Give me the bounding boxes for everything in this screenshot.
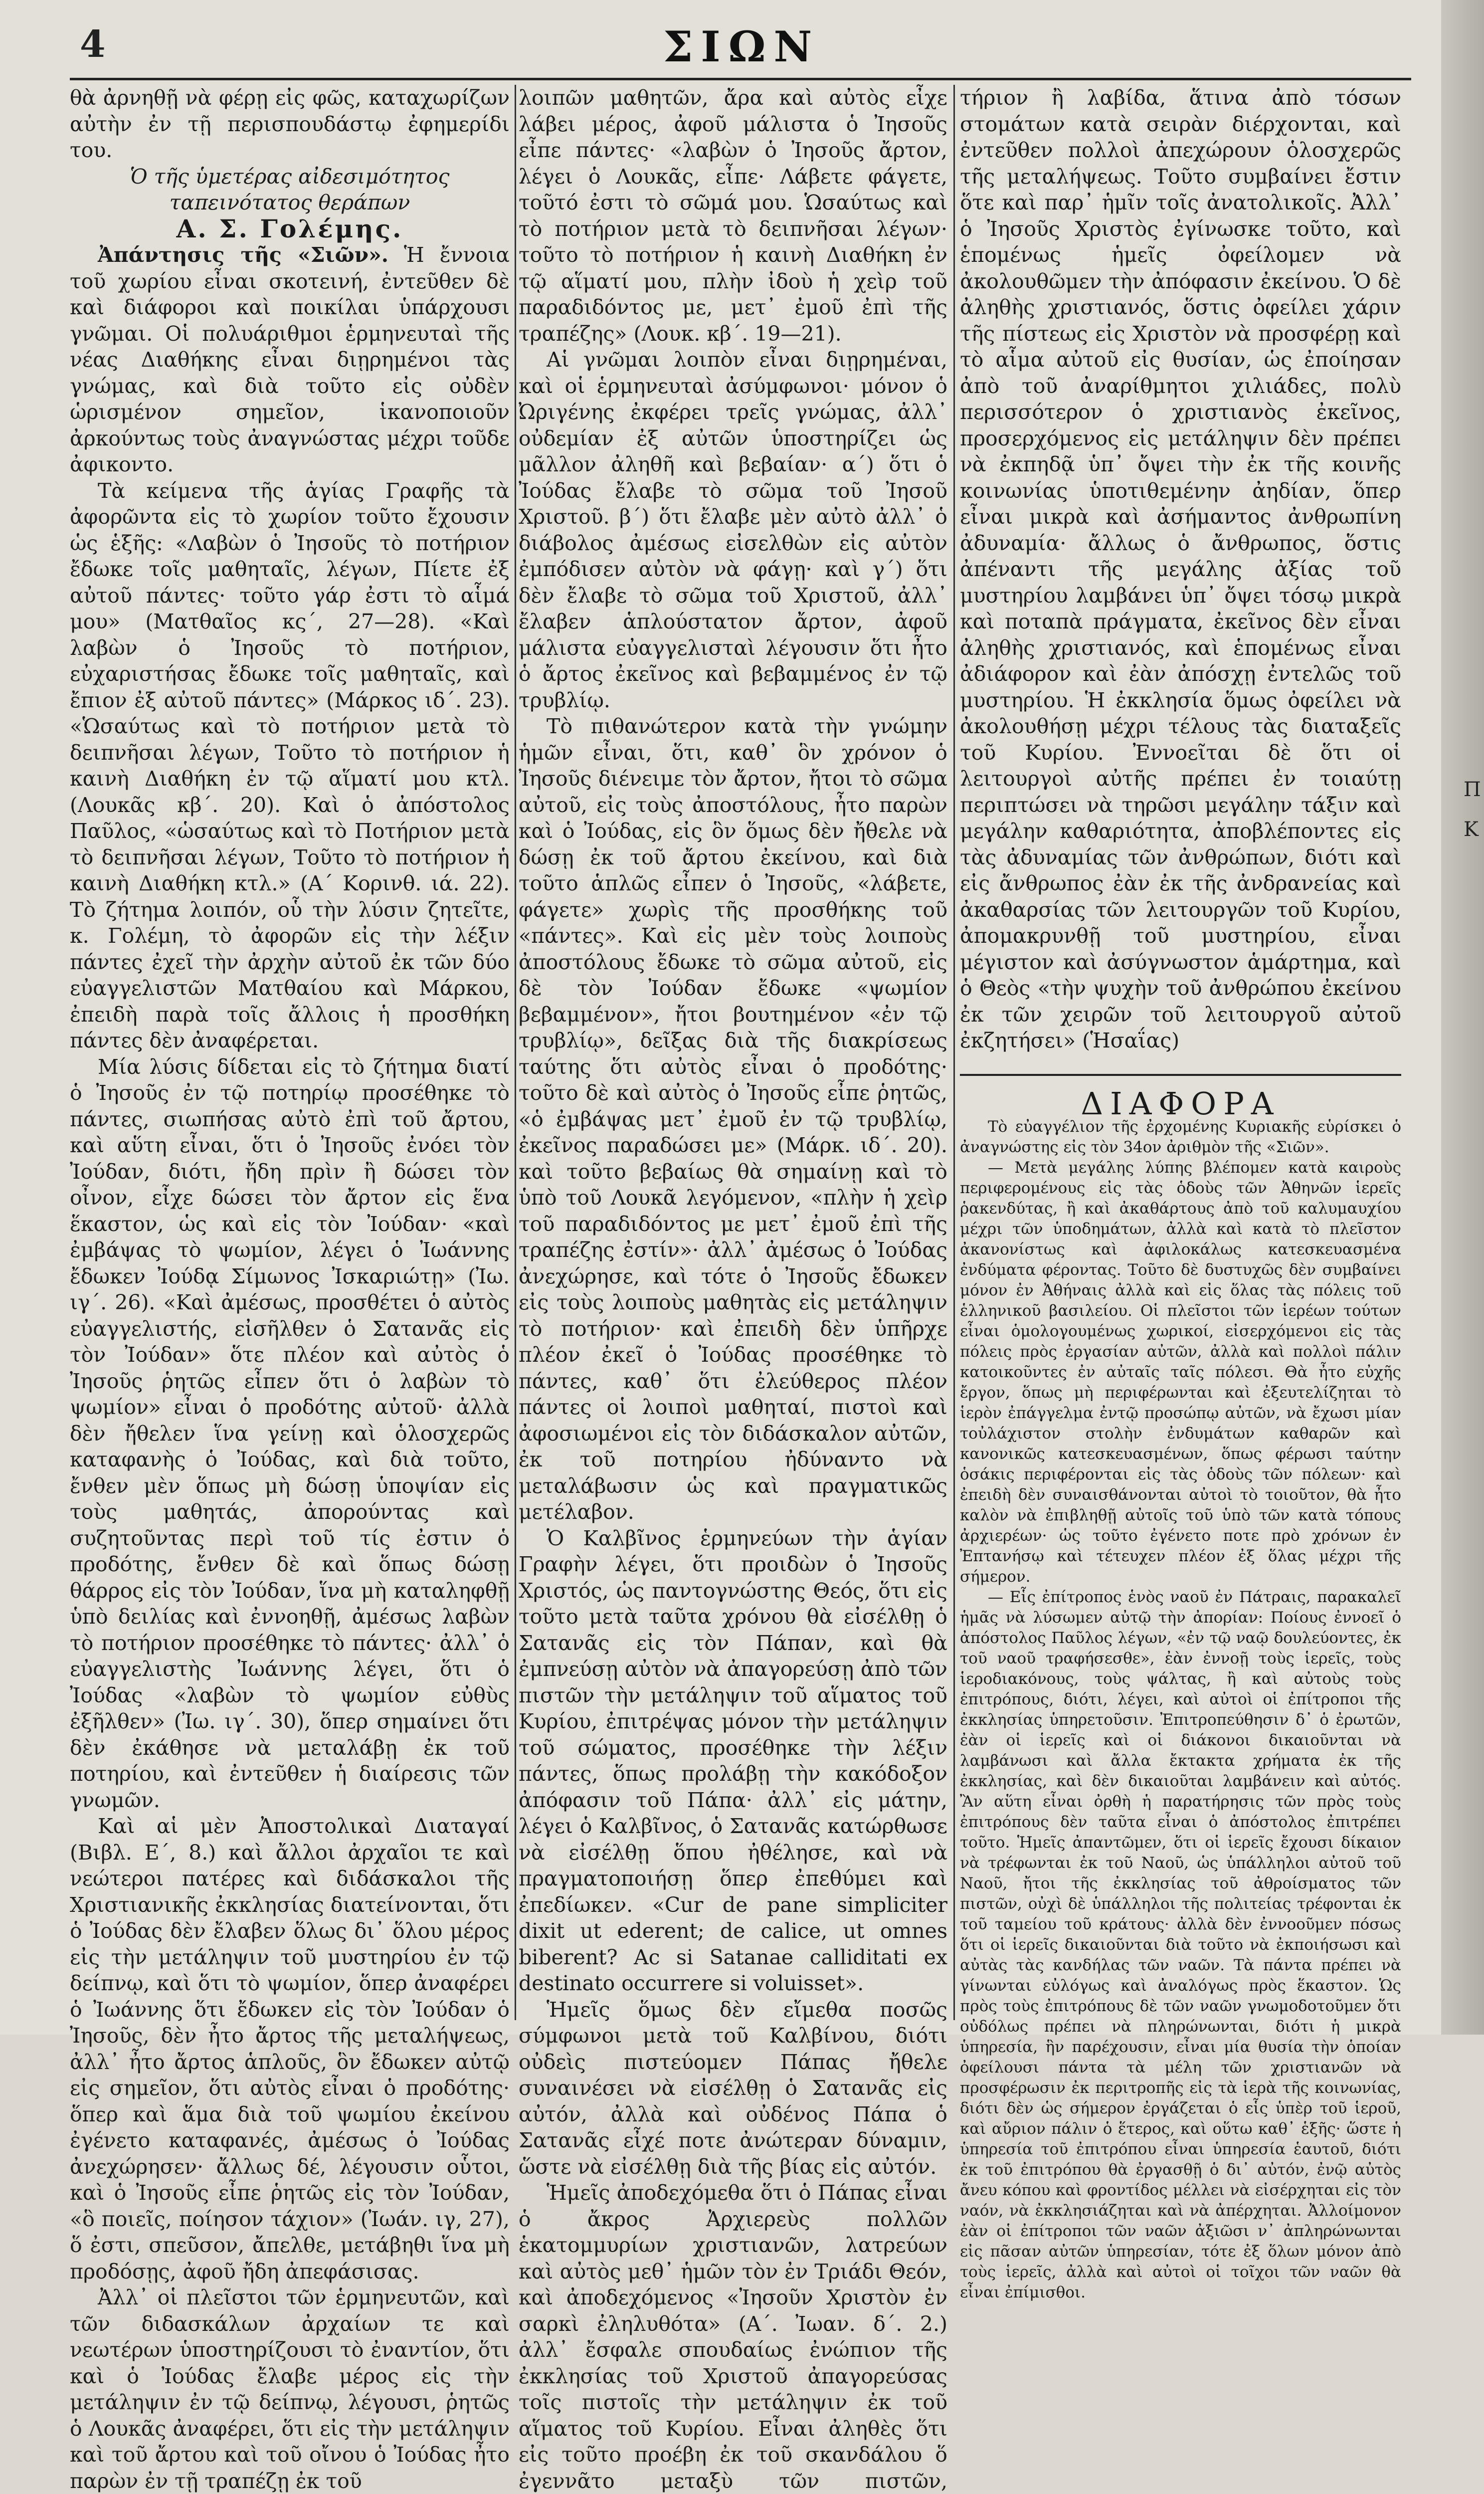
paragraph-text: Ἡ ἔννοια τοῦ χωρίου εἶναι σκοτεινή, ἐντεῦθεν δὲ καὶ διάφοροι καὶ ποικίλαι ὑπάρχουσι γνῶμαι. Οἱ πολυάριθμοι ἑρμηνευταὶ τῆς νέας Διαθήκης εἶναι διῃρημένοι τὰς γνώμας, καὶ διὰ τοῦτο εἰς οὐδὲν ὡρισμένον σημεῖον, ἱκανοποιοῦν ἀρκούντως τοὺς ἀναγνώστας μέχρι τοῦδε ἀφικοντο.	[70, 243, 510, 476]
adjacent-page-letter: Κ	[1464, 818, 1479, 841]
reply-heading: Ἀπάντησις τῆς «Σιῶν».	[98, 243, 388, 267]
paragraph: Καὶ αἱ μὲν Ἀποστολικαὶ Διαταγαί (Βιβλ. Ε΄, 8.) καὶ ἄλλοι ἀρχαῖοι τε καὶ νεώτεροι πατέρες καὶ διδάσκαλοι τῆς Χριστιανικῆς ἐκκλησίας διατείνονται, ὅτι ὁ Ἰούδας δὲν ἔλαβεν ὅλως δι᾽ ὅλου μέρος εἰς τὴν μετάληψιν τοῦ μυστηρίου ἐν τῷ δείπνῳ, καὶ ὅτι τὸ ψωμίον, ὅπερ ἀναφέρει ὁ Ἰωάννης ὅτι ἔδωκεν εἰς τὸν Ἰούδαν ὁ Ἰησοῦς, δὲν ἦτο ἄρτος τῆς μεταλήψεως, ἀλλ᾽ ἦτο ἄρτος ἁπλοῦς, ὃν ἔδωκεν αὐτῷ εἰς σημεῖον, ὅτι αὐτὸς εἶναι ὁ προδότης· ὅπερ καὶ ἅμα διὰ τοῦ ψωμίου ἐκείνου ἐγένετο καταφανές, ἀμέσως ὁ Ἰούδας ἀνεχώρησεν· ἄλλως δέ, λέγουσιν οὗτοι, καὶ ὁ Ἰησοῦς εἶπε ῥητῶς εἰς τὸν Ἰούδαν, «ὃ ποιεῖς, ποίησον τάχιον» (Ἰωάν. ιγ, 27), ὅ ἐστι, σπεῦσον, ἄπελθε, μετάβηθι ἵνα μὴ προδόσῃς, ἀφοῦ ἤδη ἀπεφάσισας.	[70, 1814, 510, 2284]
signature-line: ταπεινότατος θεράπων	[169, 191, 410, 214]
header-rule	[70, 78, 1411, 80]
adjacent-page-edge	[1441, 0, 1484, 2035]
column-3	[960, 85, 1401, 2301]
signature-name: Α. Σ. Γολέμης.	[176, 213, 403, 243]
paragraph: Αἱ γνῶμαι λοιπὸν εἶναι διῃρημέναι, καὶ οἱ ἑρμηνευταὶ ἀσύμφωνοι· μόνον ὁ Ὠριγένης ἐκφέρει τρεῖς γνώμας, ἀλλ᾽ οὐδεμίαν ἐξ αὐτῶν ὑποστηρίζει ὡς μᾶλλον ἀληθῆ καὶ βεβαίαν· α΄) ὅτι ὁ Ἰούδας ἔλαβε τὸ σῶμα τοῦ Ἰησοῦ Χριστοῦ. β΄) ὅτι ἔλαβε μὲν αὐτὸ ἀλλ᾽ ὁ διάβολος ἀμέσως εἰσελθὼν εἰς αὐτὸν ἐμπόδισεν αὐτὸν νὰ φάγῃ· καὶ γ΄) ὅτι δὲν ἔλαβε τὸ σῶμα τοῦ Χριστοῦ, ἀλλ᾽ ἔλαβεν ἁπλούστατον ἄρτον, ἀφοῦ μάλιστα εὐαγγελισταὶ λέγουσιν ὅτι ἦτο ὁ ἄρτος ἐκεῖνος καὶ βεβαμμένος ἐν τῷ τρυβλίῳ.	[519, 348, 947, 712]
adjacent-page-letter: Π	[1464, 778, 1481, 801]
paragraph	[70, 242, 510, 478]
column-divider	[953, 85, 955, 2020]
signature-line: Ὁ τῆς ὑμετέρας αἰδεσιμότητος	[130, 164, 450, 189]
paragraph: Ὁ Καλβῖνος ἑρμηνεύων τὴν ἁγίαν Γραφὴν λέγει, ὅτι προιδὼν ὁ Ἰησοῦς Χριστός, ὡς παντογνώστης Θεός, ὅτι εἰς τοῦτο μετὰ ταῦτα χρόνου θὰ εἰσέλθῃ ὁ Σατανᾶς εἰς τὸν Πάπαν, καὶ θὰ ἐμπνεύσῃ αὐτὸν νὰ ἀπαγορεύσῃ ἀπὸ τῶν πιστῶν τὴν μετάληψιν τοῦ αἵματος τοῦ Κυρίου, ἐπιτρέψας μόνον τὴν μετάληψιν τοῦ σώματος, προσέθηκε τὴν λέξιν πάντες, ὅπως προλάβῃ τὴν κακόδοξον ἀπόφασιν τοῦ Πάπα· ἀλλ᾽ εἰς μάτην, λέγει ὁ Καλβῖνος, ὁ Σατανᾶς κατώρθωσε νὰ εἰσέλθῃ ὅπου ἠθέλησε, καὶ νὰ πραγματοποιήσῃ ὅπερ ἐπεθύμει καὶ ἐπεδίωκεν. «Cur de pane simpliciter dixit ut ederent; de calice, ut omnes biberent? Ac si Satanae calliditati ex destinato occurrere si voluisset».	[519, 1526, 947, 1995]
news-item: — Μετὰ μεγάλης λύπης βλέπομεν κατὰ καιροὺς περιφερομένους εἰς τὰς ὁδοὺς τῶν Ἀθηνῶν ἱερεῖς ῥακενδύτας, ἢ καὶ ἀκαθάρτους ἀπὸ τοῦ καλυμαυχίου μέχρι τῶν ὑποδημάτων, ἀλλὰ καὶ κατὰ τὸ πλεῖστον ἀκανονίστως καὶ ἀφιλοκάλως κατεσκευασμένα ἐνδύματα φέροντας. Τοῦτο δὲ δυστυχῶς δὲν συμβαίνει μόνον ἐν Ἀθήναις ἀλλὰ καὶ εἰς ὅλας τὰς πόλεις τοῦ ἑλληνικοῦ βασιλείου. Οἱ πλεῖστοι τῶν ἱερέων τούτων εἶναι ὁμολογουμένως χωρικοί, εἰσερχόμενοι εἰς τὰς πόλεις πρὸς ἐργασίαν αὐτῶν, ἀλλὰ καὶ πολλοὶ πάλιν κατοικοῦντες ἐν αὐταῖς ταῖς πόλεσι. Θὰ ἦτο εὐχῆς ἔργον, ὅπως μὴ περιφέρωνται καὶ ἐξευτελίζηται τὸ ἱερὸν ἐπάγγελμα ἐντῷ προσώπῳ αὐτῶν, νὰ ἔχωσι μίαν τοὐλάχιστον στολὴν ἐνδυμάτων καθαρῶν καὶ κανονικῶς κατεσκευασμένων, ὅπως φέρωσι ταύτην ὁσάκις περιφέρονται εἰς τὰς ὁδοὺς τῶν πόλεων· καὶ ἐπειδὴ δὲν συναισθάνονται αὐτοὶ τὸ τοιοῦτον, θὰ ἦτο καλὸν νὰ ἐπιβληθῇ αὐτοῖς τοῦ ὑπὸ τῶν κατὰ τόπους ἀρχιερέων· ὡς τοῦτο ἐγένετο ποτε πρὸ χρόνων ἐν Ἐπτανήσῳ καὶ τέτευχεν πλέον ἐξ ὅλας μέχρι τῆς σήμερον.	[960, 1159, 1401, 1586]
column-1	[70, 85, 510, 2493]
news-item: Τὸ εὐαγγέλιον τῆς ἐρχομένης Κυριακῆς εὑρίσκει ὁ ἀναγνώστης εἰς τὸν 34ον ἀριθμὸν τῆς «Σιῶν».	[960, 1118, 1401, 1156]
paragraph: Ἀλλ᾽ οἱ πλεῖστοι τῶν ἑρμηνευτῶν, καὶ τῶν διδασκάλων ἀρχαίων τε καὶ νεωτέρων ὑποστηρίζουσι τὸ ἐναντίον, ὅτι καὶ ὁ Ἰούδας ἔλαβε μέρος εἰς τὴν μετάληψιν ἐν τῷ δείπνῳ, λέγουσι, ῥητῶς ὁ Λουκᾶς ἀναφέρει, ὅτι εἰς τὴν μετάληψιν καὶ τοῦ ἄρτου καὶ τοῦ οἴνου ὁ Ἰούδας ἦτο παρὼν ἐν τῇ τραπέζῃ ἐκ τοῦ	[70, 2286, 510, 2493]
column-divider	[515, 85, 516, 2020]
paragraph: Ἡμεῖς ἀποδεχόμεθα ὅτι ὁ Πάπας εἶναι ὁ ἄκρος Ἀρχιερεὺς πολλῶν ἑκατομμυρίων χριστιανῶν, λατρεύων καὶ αὐτὸς μεθ᾽ ἡμῶν τὸν ἐν Τριάδι Θεόν, καὶ ἀποδεχόμενος «Ἰησοῦν Χριστὸν ἐν σαρκὶ ἐληλυθότα» (Α΄. Ἰωαν. δ΄. 2.) ἀλλ᾽ ἔσφαλε σπουδαίως ἐνώπιον τῆς ἐκκλησίας τοῦ Χριστοῦ ἀπαγορεύσας τοῖς πιστοῖς τὴν μετάληψιν ἐκ τοῦ αἵματος τοῦ Κυρίου. Εἶναι ἀληθὲς ὅτι εἰς τοῦτο προέβη ἐκ τοῦ σκανδάλου ὅ ἐγεννᾶτο μεταξὺ τῶν πιστῶν,	[519, 2181, 947, 2493]
paragraph: Μία λύσις δίδεται εἰς τὸ ζήτημα διατί ὁ Ἰησοῦς ἐν τῷ ποτηρίῳ προσέθηκε τὸ πάντες, σιωπήσας αὐτὸ ἐπὶ τοῦ ἄρτου, καὶ αὕτη εἶναι, ὅτι ὁ Ἰησοῦς ἐνόει τὸν Ἰούδαν, διότι, ἤδη πρὶν ἢ δώσει τὸν οἶνον, εἶχε δώσει τὸν ἄρτον εἰς ἕνα ἕκαστον, ὡς καὶ εἰς τὸν Ἰούδαν· «καὶ ἐμβάψας τὸ ψωμίον, λέγει ὁ Ἰωάννης ἔδωκεν Ἰούδᾳ Σίμωνος Ἰσκαριώτῃ» (Ἰω. ιγ΄. 26). «Καὶ ἀμέσως, προσθέτει ὁ αὐτὸς εὐαγγελιστής, εἰσῆλθεν ὁ Σατανᾶς εἰς τὸν Ἰούδαν» ὅτε πλέον καὶ αὐτὸς ὁ Ἰησοῦς ῥητῶς εἶπεν ὅτι ὁ λαβὼν τὸ ψωμίον» εἶναι ὁ προδότης αὐτοῦ· ἀλλὰ δὲν ἤθελεν ἵνα γείνῃ καὶ ὁλοσχερῶς καταφανὴς ὁ Ἰούδας, καὶ διὰ τοῦτο, ἔνθεν μὲν ὅπως μὴ δώσῃ ὑποψίαν εἰς τοὺς μαθητάς, ἀπορούντας καὶ συζητοῦντας περὶ τοῦ τίς ἐστιν ὁ προδότης, ἔνθεν δὲ καὶ ὅπως δώσῃ θάρρος εἰς τὸν Ἰούδαν, ἵνα μὴ καταληφθῇ ὑπὸ δειλίας καὶ ἐννοηθῇ, ἀμέσως λαβὼν τὸ ποτήριον προσέθηκε τὸ πάντες· ἀλλ᾽ ὁ εὐαγγελιστὴς Ἰωάννης λέγει, ὅτι ὁ Ἰούδας «λαβὼν τὸ ψωμίον εὐθὺς ἐξῆλθεν» (Ἰω. ιγ΄. 30), ὅπερ σημαίνει ὅτι δὲν ἐκάθησε νὰ μεταλάβῃ ἐκ τοῦ ποτηρίου, καὶ ἐντεῦθεν ἡ διαίρεσις τῶν γνωμῶν.	[70, 1054, 510, 1812]
paragraph: λοιπῶν μαθητῶν, ἄρα καὶ αὐτὸς εἶχε λάβει μέρος, ἀφοῦ μάλιστα ὁ Ἰησοῦς εἶπε πάντες· «λαβὼν ὁ Ἰησοῦς ἄρτον, λέγει ὁ Λουκᾶς, εἶπε· Λάβετε φάγετε, τοῦτό ἐστι τὸ σῶμά μου. Ὡσαύτως καὶ τὸ ποτήριον μετὰ τὸ δειπνῆσαι λέγων· τοῦτο τὸ ποτήριον ἡ καινὴ Διαθήκη ἐν τῷ αἵματί μου, πλὴν ἰδοὺ ἡ χεὶρ τοῦ παραδιδόντος με, μετ᾽ ἐμοῦ ἐπὶ τῆς τραπέζης» (Λουκ. κβ΄. 19—21).	[519, 86, 947, 346]
news-item: — Εἷς ἐπίτροπος ἑνὸς ναοῦ ἐν Πάτραις, παρακαλεῖ ἡμᾶς νὰ λύσωμεν αὐτῷ τὴν ἀπορίαν: Ποίους ἐννοεῖ ὁ ἀπόστολος Παῦλος λέγων, «ἐν τῷ ναῷ δουλεύοντες, ἐκ τοῦ ναοῦ τραφήσεσθε», ἐὰν ἐννοῇ τοὺς ἱερεῖς, τοὺς ἱεροδιακόνους, τοὺς ψάλτας, ἢ καὶ αὐτοὺς τοὺς ἐπιτρόπους, διότι, λέγει, καὶ αὐτοὶ οἱ ἐπίτροποι τῆς ἐκκλησίας ὑπηρετοῦσιν. Ἐπιτροπεύθησιν δ᾽ ὁ ἐρωτῶν, ἐὰν οἱ ἱερεῖς καὶ οἱ διάκονοι δικαιοῦνται νὰ λαμβάνωσι καὶ ἄλλα ἔκτακτα χρήματα ἐκ τῆς ἐκκλησίας, καὶ δὲν δικαιοῦται λαμβάνειν καὶ αὐτός. Ἂν αὕτη εἶναι ὀρθὴ ἡ παρατήρησις τῶν πρὸς τοὺς ἐπιτρόπους δὲν ταῦτα εἶναι ὁ ἀπόστολος ἐπιτρέπει τοῦτο. Ἡμεῖς ἀπαντῶμεν, ὅτι οἱ ἱερεῖς ἔχουσι δίκαιον νὰ τρέφωνται ἐκ τοῦ Ναοῦ, ὡς ὑπάλληλοι αὐτοῦ τοῦ Ναοῦ, ἤτοι τῆς ἐκκλησίας τοῦ ἀθροίσματος τῶν πιστῶν, οὐχὶ δὲ ὑπάλληλοι τῆς πολιτείας τρέφονται ἐκ τοῦ ταμείου τοῦ κράτους· ἀλλὰ δὲν ἐννοοῦμεν πόσως ὅτι οἱ ἱερεῖς δικαιοῦνται διὰ τοῦτο νὰ ἐκποιήσωσι καὶ αὐτὰς τὰς κανδήλας τῶν ναῶν. Τὰ πάντα πρέπει νὰ γίνωνται εὐλόγως καὶ ἀναλόγως πρὸς ἕκαστον. Ὡς πρὸς τοὺς ἐπιτρόπους δὲ τῶν ναῶν γνωμοδοτοῦμεν ὅτι οὐδόλως πρέπει νὰ πληρώνωνται, διότι ἡ μικρὰ ὑπηρεσία, ἣν παρέχουσιν, εἶναι μία θυσία τὴν ὁποίαν ὀφείλουσι πάντα τὰ μέλη τῶν χριστιανῶν νὰ προσφέρωσιν ἐκ περιτροπῆς εἰς τὰ ἱερὰ τῆς κοινωνίας, διότι δὲν ὡς σήμερον ἐργάζεται ὁ εἷς ὑπὲρ τοῦ ἱεροῦ, καὶ αὔριον πάλιν ὁ ἕτερος, καὶ οὕτω καθ᾽ ἑξῆς· ὥστε ἡ ὑπηρεσία τοῦ ἐπιτρόπου εἶναι ὑπηρεσία ἑαυτοῦ, διότι ἐκ τοῦ ἐπιτρόπου θὰ ἐργασθῇ ὁ δι᾽ αὐτόν, ἐνῷ αὐτὸς ἄνευ κόπου καὶ φροντίδος μέλλει νὰ εἰσέρχηται εἰς τὸν ναόν, νὰ ἐκκλησιάζηται καὶ νὰ ἀπέρχηται. Ἀλλοίμονον ἐὰν οἱ ἐπίτροποι τῶν ναῶν ἀξιῶσι ν᾽ ἀπληρώνωνται εἰς πᾶσαν αὐτῶν ὑπηρεσίαν, τότε ἐξ ὅλων μόνον ἀπὸ τοὺς ἱερεῖς, ἀλλὰ καὶ αὐτοὶ οἱ τοῖχοι τῶν ναῶν θὰ εἶναι ἐπίμισθοι.	[960, 1588, 1401, 2301]
masthead-title: ΣΙΩΝ	[663, 22, 820, 71]
section-title: ΔΙΑΦΟΡΑ	[1081, 1085, 1281, 1122]
paragraph: Ἡμεῖς ὅμως δὲν εἴμεθα ποσῶς σύμφωνοι μετὰ τοῦ Καλβίνου, διότι οὐδεὶς πιστεύομεν Πάπας ἤθελε συναινέσει νὰ εἰσέλθῃ ὁ Σατανᾶς εἰς αὐτόν, ἀλλὰ καὶ οὐδένος Πάπα ὁ Σατανᾶς εἶχέ ποτε ἀνώτεραν δύναμιν, ὥστε νὰ εἰσέλθῃ διὰ τῆς βίας εἰς αὐτόν.	[519, 1997, 947, 2179]
page-number: 4	[80, 23, 106, 66]
paragraph: θὰ ἀρνηθῇ νὰ φέρῃ εἰς φῶς, καταχωρίζων αὐτὴν ἐν τῇ περισπουδάστῳ ἐφημερίδι του.	[70, 86, 510, 162]
paragraph: τήριον ἢ λαβίδα, ἅτινα ἀπὸ τόσων στομάτων κατὰ σειρὰν διέρχονται, καὶ ἐντεῦθεν πολλοὶ ἀπεχώρουν ὁλοσχερῶς τῆς μεταλήψεως. Τοῦτο συμβαίνει ἔστιν ὅτε καὶ παρ᾽ ἡμῖν τοῖς ἀνατολικοῖς. Ἀλλ᾽ ὁ Ἰησοῦς Χριστὸς ἐγίνωσκε τοῦτο, καὶ ἑπομένως ἡμεῖς ὀφείλομεν νὰ ἀκολουθῶμεν τὴν ἀπόφασιν ἐκείνου. Ὁ δὲ ἀληθὴς χριστιανός, ὅστις ὀφείλει χάριν τῆς πίστεως εἰς Χριστὸν νὰ προσφέρῃ καὶ τὸ αἷμα αὐτοῦ εἰς θυσίαν, ὡς ἐποίησαν ἀπὸ τοῦ ἀναρίθμητοι χιλιάδες, πολὺ περισσότερον ὁ χριστιανὸς ἐκεῖνος, προσερχόμενος εἰς μετάληψιν δὲν πρέπει νὰ ἐκπηδᾷ ὑπ᾽ ὄψει τὴν ἐκ τῆς κοινῆς κοινωνίας ὑποτιθεμένην ἀηδίαν, ὅπερ εἶναι μικρὰ καὶ ἀσήμαντος ἀνθρωπίνη ἀδυναμία· ἄλλως ὁ ἄνθρωπος, ὅστις ἀπέναντι τῆς μεγάλης ἀξίας τοῦ μυστηρίου λαμβάνει ὑπ᾽ ὄψει τόσῳ μικρὰ καὶ ποταπὰ πράγματα, ἐκεῖνος δὲν εἶναι ἀληθὴς χριστιανός, καὶ ἑπομένως εἶναι ἀδιάφορον καὶ ἐὰν ἀπόσχῃ ἐντελῶς τοῦ μυστηρίου. Ἡ ἐκκλησία ὅμως ὀφείλει νὰ ἀκολουθήσῃ μέχρι τέλους τὰς διαταξεῖς τοῦ Κυρίου. Ἐννοεῖται δὲ ὅτι οἱ λειτουργοὶ αὐτῆς πρέπει ἐν τοιαύτῃ περιπτώσει νὰ τηρῶσι μεγάλην τάξιν καὶ μεγάλην καθαριότητα, ἀποβλέποντες εἰς τὰς ἀδυναμίας τῶν ἀνθρώπων, διότι καὶ εἰς ἄνθρωπος ἐὰν ἐκ τῆς ἀνδρανείας καὶ ἀκαθαρσίας τῶν λειτουργῶν τοῦ Κυρίου, ἀπομακρυνθῇ τοῦ μυστηρίου, εἶναι μέγιστον καὶ ἀσύγνωστον ἁμάρτημα, καὶ ὁ Θεὸς «τὴν ψυχὴν τοῦ ἀνθρώπου ἐκείνου ἐκ τῶν χειρῶν τοῦ λειτουργοῦ αὐτοῦ ἐκζητήσει» (Ἡσαΐας)	[960, 86, 1401, 1052]
column-2	[519, 85, 947, 2493]
section-divider	[960, 1074, 1401, 1076]
paragraph: Τὰ κείμενα τῆς ἁγίας Γραφῆς τὰ ἀφορῶντα εἰς τὸ χωρίον τοῦτο ἔχουσιν ὡς ἑξῆς: «Λαβὼν ὁ Ἰησοῦς τὸ ποτήριον ἔδωκε τοῖς μαθηταῖς, λέγων, Πίετε ἐξ αὐτοῦ πάντες· τοῦτο γάρ ἐστι τὸ αἷμά μου» (Ματθαῖος κς΄, 27—28). «Καὶ λαβὼν ὁ Ἰησοῦς τὸ ποτήριον, εὐχαριστήσας ἔδωκε τοῖς μαθηταῖς, καὶ ἔπιον ἐξ αὐτοῦ πάντες» (Μάρκος ιδ΄. 23). «Ὡσαύτως καὶ τὸ ποτήριον μετὰ τὸ δειπνῆσαι λέγων, Τοῦτο τὸ ποτήριον ἡ καινὴ Διαθήκη ἐν τῷ αἵματί μου κτλ. (Λουκᾶς κβ΄. 20). Καὶ ὁ ἀπόστολος Παῦλος, «ὡσαύτως καὶ τὸ Ποτήριον μετὰ τὸ δειπνῆσαι λέγων, Τοῦτο τὸ ποτήριον ἡ καινὴ Διαθήκη κτλ.» (Α΄ Κορινθ. ιά. 22). Τὸ ζήτημα λοιπόν, οὗ τὴν λύσιν ζητεῖτε, κ. Γολέμη, τὸ ἀφορῶν εἰς τὴν λέξιν πάντες ἐχεῖ τὴν ἀρχὴν αὐτοῦ ἐκ τῶν δύο εὐαγγελιστῶν Ματθαίου καὶ Μάρκου, ἐπειδὴ παρὰ τοῖς ἄλλοις ἡ προσθήκη πάντες δὲν ἀναφέρεται.	[70, 478, 510, 1052]
paragraph: Τὸ πιθανώτερον κατὰ τὴν γνώμην ἡμῶν εἶναι, ὅτι, καθ᾽ ὃν χρόνον ὁ Ἰησοῦς διένειμε τὸν ἄρτον, ἤτοι τὸ σῶμα αὐτοῦ, εἰς τοὺς ἀποστόλους, ἦτο παρὼν καὶ ὁ Ἰούδας, εἰς ὃν ὅμως δὲν ἤθελε νὰ δώσῃ ἐκ τοῦ ἄρτου ἐκείνου, καὶ διὰ τοῦτο ἁπλῶς εἶπεν ὁ Ἰησοῦς, «λάβετε, φάγετε» χωρὶς τῆς προσθήκης τοῦ «πάντες». Καὶ εἰς μὲν τοὺς λοιποὺς ἀποστόλους ἔδωκε τὸ σῶμα αὐτοῦ, εἰς δὲ τὸν Ἰούδαν ἔδωκε «ψωμίον βεβαμμένον», ἤτοι βουτημένον «ἐν τῷ τρυβλίῳ», δεῖξας διὰ τῆς διακρίσεως ταύτης ὅτι αὐτὸς εἶναι ὁ προδότης· τοῦτο δὲ καὶ αὐτὸς ὁ Ἰησοῦς εἶπε ῥητῶς, «ὁ ἐμβάψας μετ᾽ ἐμοῦ ἐν τῷ τρυβλίῳ, ἐκεῖνος παραδώσει με» (Μάρκ. ιδ΄. 20). καὶ τοῦτο βεβαίως θὰ σημαίνῃ καὶ τὸ ὑπὸ τοῦ Λουκᾶ λεγόμενον, «πλὴν ἡ χεὶρ τοῦ παραδιδόντος με μετ᾽ ἐμοῦ ἐπὶ τῆς τραπέζης ἐστίν»· ἀλλ᾽ ἀμέσως ὁ Ἰούδας ἀνεχώρησε, καὶ τότε ὁ Ἰησοῦς ἔδωκεν εἰς τοὺς λοιποὺς μαθητὰς εἰς μετάληψιν τὸ ποτήριον· καὶ ἐπειδὴ δὲν ὑπῆρχε πλέον ἐκεῖ ὁ Ἰούδας προσέθηκε τὸ πάντες, καθ᾽ ὅτι ἐλεύθερος πλέον πάντες οἱ λοιποὶ μαθηταί, πιστοὶ καὶ ἀφοσιωμένοι εἰς τὸν διδάσκαλον αὐτῶν, ἐκ τοῦ ποτηρίου ἠδύναντο νὰ μεταλάβωσιν ὡς καὶ πραγματικῶς μετέλαβον.	[519, 714, 947, 1524]
